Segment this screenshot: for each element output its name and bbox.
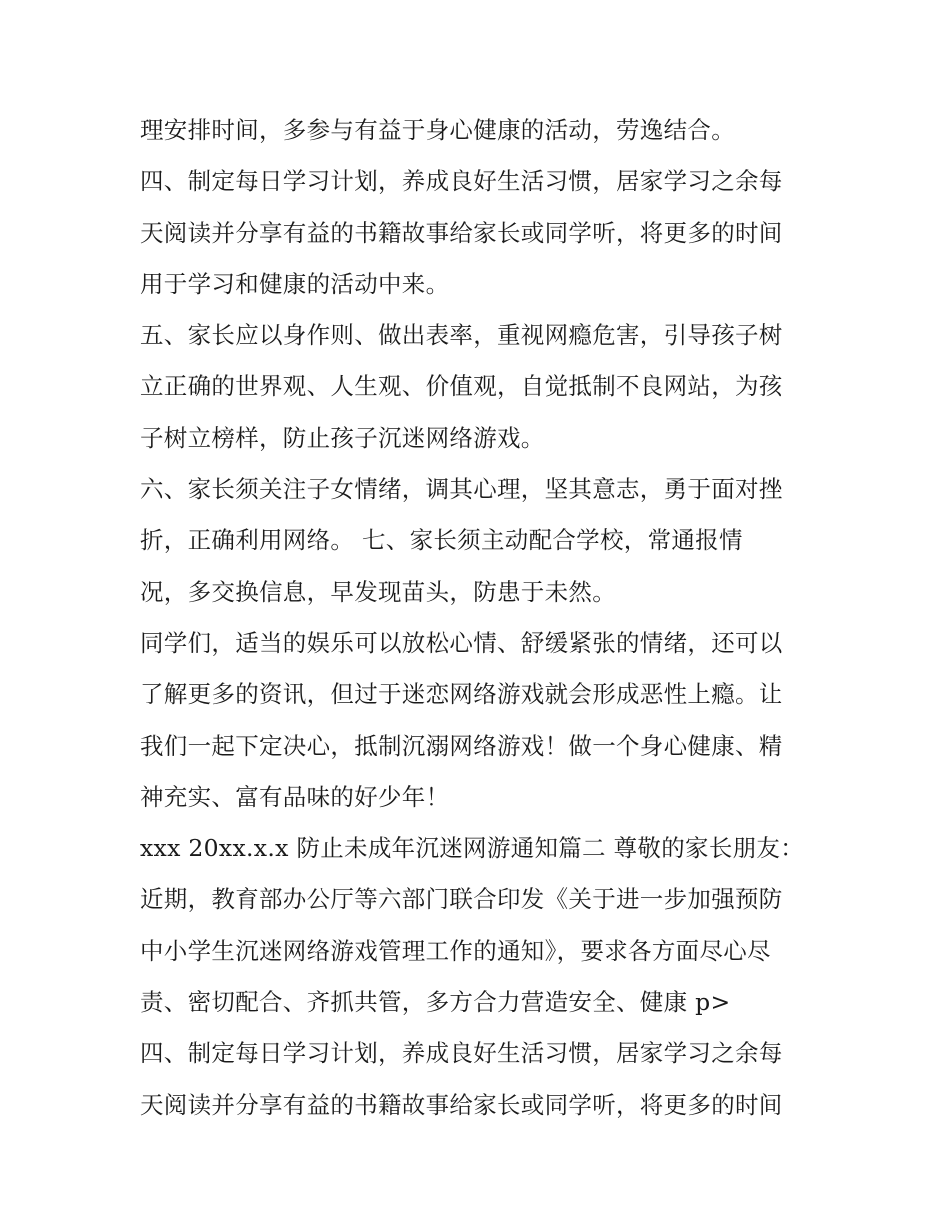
- text-line: 中小学生沉迷网络游戏管理工作的通知》，要求各方面尽心尽: [140, 936, 771, 965]
- text-line: 理安排时间，多参与有益于身心健康的活动，劳逸结合。: [140, 116, 735, 144]
- text-line: 同学们，适当的娱乐可以放松心情、舒缓紧张的情绪，还可以: [140, 628, 783, 657]
- text-line: 四、制定每日学习计划，养成良好生活习惯，居家学习之余每: [140, 167, 783, 196]
- text-line: 天阅读并分享有益的书籍故事给家长或同学听，将更多的时间: [140, 218, 783, 247]
- text-line: 近期，教育部办公厅等六部门联合印发《关于进一步加强预防: [140, 885, 783, 914]
- body-text: [140, 105, 820, 1131]
- text-line: 神充实、富有品味的好少年！: [140, 782, 450, 811]
- text-line: xxx 20xx.x.x 防止未成年沉迷网游通知篇二 尊敬的家长朋友：: [140, 834, 805, 863]
- text-line: 六、家长须关注子女情绪，调其心理，坚其意志，勇于面对挫: [140, 475, 783, 504]
- text-line: 子树立榜样，防止孩子沉迷网络游戏。: [140, 423, 545, 452]
- text-line: 天阅读并分享有益的书籍故事给家长或同学听，将更多的时间: [140, 1090, 783, 1119]
- text-line: 况，多交换信息，早发现苗头，防患于未然。: [140, 577, 616, 606]
- text-line: 折，正确利用网络。 七、家长须主动配合学校，常通报情: [140, 526, 743, 555]
- text-line: 五、家长应以身作则、做出表率，重视网瘾危害，引导孩子树: [140, 321, 783, 350]
- text-line: 责、密切配合、齐抓共管，多方合力营造安全、健康 p>: [140, 988, 731, 1017]
- text-line: 了解更多的资讯，但过于迷恋网络游戏就会形成恶性上瘾。让: [140, 680, 783, 709]
- text-line: 立正确的世界观、人生观、价值观，自觉抵制不良网站，为孩: [140, 372, 783, 401]
- text-line: 四、制定每日学习计划，养成良好生活习惯，居家学习之余每: [140, 1039, 783, 1068]
- text-line: 用于学习和健康的活动中来。: [140, 269, 450, 298]
- text-line: 我们一起下定决心，抵制沉溺网络游戏！做一个身心健康、精: [140, 731, 783, 760]
